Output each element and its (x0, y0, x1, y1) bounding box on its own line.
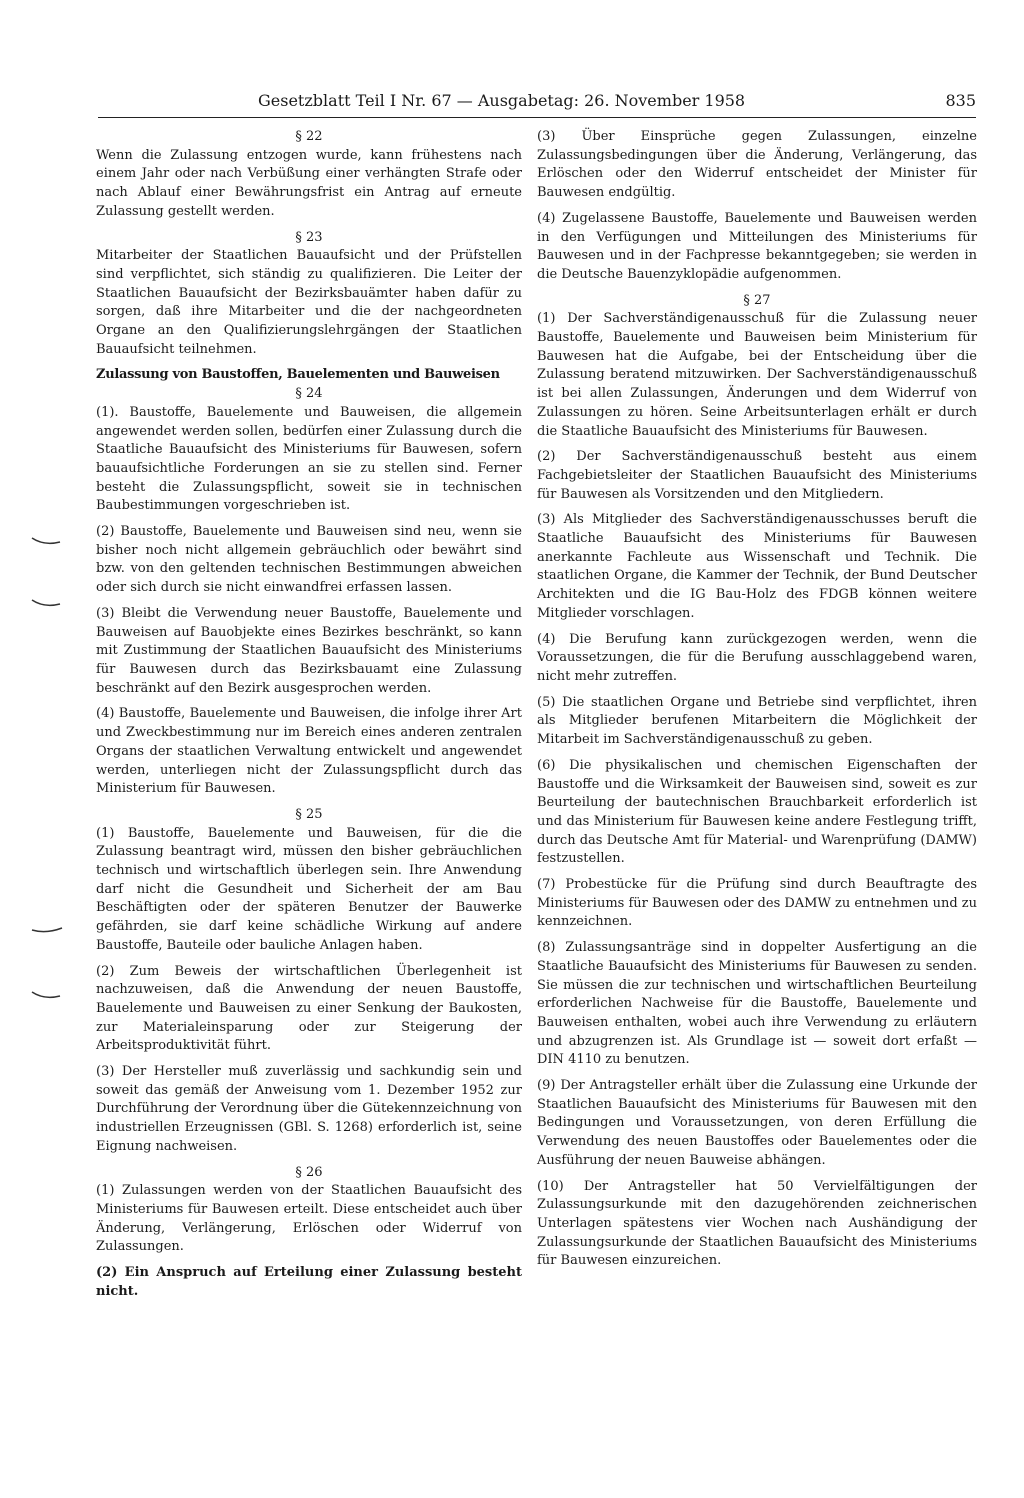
margin-mark-2 (30, 596, 64, 610)
paragraph-25-1: (1) Baustoffe, Bauelemente und Bauweisen, für die die Zulassung beantragt wird, müssen den bisher gebräuchlichen technisch und wirtschaftlich überlegen sein. Ihre Anwendung darf nicht die Gesundheit und Sicherheit der am Bau Beschäftigten oder der späteren Benutzer der Bauwerke gefährden, sie darf keine schädliche Wirkung auf andere Baustoffe, Bauteile oder bauliche Anlagen haben. (96, 825, 522, 953)
paragraph-22: Wenn die Zulassung entzogen wurde, kann frühestens nach einem Jahr oder nach Verbüßung einer verhängten Strafe oder nach Ablauf einer Bewährungsfrist ein Antrag auf erneute Zulassung gestellt werden. (96, 147, 522, 219)
section-heading-22: § 22 (295, 129, 323, 144)
margin-mark-3 (30, 924, 64, 938)
paragraph-26-4: (4) Zugelassene Baustoffe, Bauelemente und Bauweisen werden in den Verfügungen und Mitteilungen des Ministeriums für Bauwesen und in der Fachpresse bekanntgegeben; sie werden in die Deutsche Bauenzyklopädie aufgenommen. (537, 210, 977, 282)
paragraph-25-3: (3) Der Hersteller muß zuverlässig und sachkundig sein und soweit das gemäß der Anweisung vom 1. Dezember 1952 zur Durchführung der Verordnung über die Gütekennzeichnung von industriellen Erzeugnissen (GBl. S. 1268) erforderlich ist, seine Eignung nachweisen. (96, 1064, 522, 1154)
paragraph-24-3: (3) Bleibt die Verwendung neuer Baustoffe, Bauelemente und Bauweisen auf Bauobjekte eines Bezirkes beschränkt, so kann mit Zustimmung der Staatlichen Bauaufsicht des Ministeriums für Bauwesen durch das Bezirksbauamt eine Zulassung beschränkt auf den Bezirk ausgesprochen werden. (96, 605, 522, 696)
paragraph-25-2: (2) Zum Beweis der wirtschaftlichen Überlegenheit ist nachzuweisen, daß die Anwendung der neuen Baustoffe, Bauelemente und Bauweisen zu einer Senkung der Baukosten, zur Materialeinsparung oder zur Steigerung der Arbeitsproduktivität führt. (96, 963, 522, 1054)
paragraph-26-2: (2) Ein Anspruch auf Erteilung einer Zulassung besteht nicht. (96, 1265, 522, 1299)
paragraph-27-8: (8) Zulassungsanträge sind in doppelter Ausfertigung an die Staatliche Bauaufsicht des Ministeriums für Bauwesen zu senden. Sie müssen die zur technischen und wirtschaftlichen Beurteilung erforderlichen Nachweise für die Baustoffe, Bauelemente und Bauweisen enthalten, wobei auch ihre Verwendung zu erläutern und abzugrenzen ist. Als Grundlage ist — soweit dort erfaßt — DIN 4110 zu benutzen. (537, 940, 977, 1068)
margin-mark-1 (30, 534, 64, 548)
paragraph-27-6: (6) Die physikalischen und chemischen Eigenschaften der Baustoffe und die Wirksamkeit der Bauweisen sind, soweit es zur Beurteilung der bautechnischen Brauchbarkeit erforderlich ist und das Ministerium für Bauwesen keine andere Festlegung trifft, durch das Deutsche Amt für Material- und Warenprüfung (DAMW) festzustellen. (537, 757, 977, 867)
section-heading-23: § 23 (295, 229, 323, 245)
paragraph-27-7: (7) Probestücke für die Prüfung sind durch Beauftragte des Ministeriums für Bauwesen oder des DAMW zu entnehmen und zu kennzeichnen. (537, 877, 978, 930)
section-heading-27: § 27 (743, 292, 771, 308)
paragraph-24-4: (4) Baustoffe, Bauelemente und Bauweisen, die infolge ihrer Art und Zweckbestimmung nur im Bereich eines anderen zentralen Organs der staatlichen Verwaltung entwickelt und angewendet werden, unterliegen nicht der Zulassungspflicht durch das Ministerium für Bauwesen. (96, 706, 522, 797)
paragraph-27-10: (10) Der Antragsteller hat 50 Vervielfältigungen der Zulassungsurkunde mit den dazugehörenden zeichnerischen Unterlagen spätestens vier Wochen nach Aushändigung der Zulassungsurkunde der Staatlichen Bauaufsicht des Ministeriums für Bauwesen einzureichen. (537, 1178, 977, 1269)
section-heading-25: § 25 (295, 806, 323, 822)
paragraph-26-3: (3) Über Einsprüche gegen Zulassungen, einzelne Zulassungsbedingungen über die Änderung, Verlängerung, das Erlöschen oder den Widerruf entscheidet der Minister für Bauwesen endgültig. (537, 129, 977, 201)
paragraph-23: Mitarbeiter der Staatlichen Bauaufsicht und der Prüfstellen sind verpflichtet, sich ständig zu qualifizieren. Die Leiter der Staatlichen Bauaufsicht der Bezirksbauämter haben dafür zu sorgen, daß ihre Mitarbeiter und die der nachgeordneten Organe an den Qualifizierungslehrgängen der Staatlichen Bauaufsicht teilnehmen. (96, 248, 522, 357)
paragraph-24-1: (1). Baustoffe, Bauelemente und Bauweisen, die allgemein angewendet werden sollen, bedürfen einer Zulassung durch die Staatliche Bauaufsicht des Ministeriums für Bauwesen, sofern bauaufsichtliche Forderungen an sie zu stellen sind. Ferner besteht die Zulassungspflicht, soweit sie in technischen Baubestimmungen vorgeschrieben ist. (96, 404, 522, 514)
section-title-zulassung: Zulassung von Baustoffen, Bauelementen und Bauweisen (96, 367, 500, 383)
page-header (258, 88, 976, 114)
header-rule (98, 117, 976, 118)
left-column (96, 128, 522, 1308)
paragraph-27-3: (3) Als Mitglieder des Sachverständigenausschusses beruft die Staatliche Bauaufsicht des Ministeriums für Bauwesen anerkannte Fachleute aus Wissenschaft und Technik. Die staatlichen Organe, die Kammer der Technik, der Bund Deutscher Architekten und die IG Bau-Holz des FDGB können weitere Mitglieder vorschlagen. (537, 512, 977, 621)
paragraph-27-4: (4) Die Berufung kann zurückgezogen werden, wenn die Voraussetzungen, die für die Berufung ausschlaggebend waren, nicht mehr zutreffen. (537, 631, 977, 684)
paragraph-27-2: (2) Der Sachverständigenausschuß besteht aus einem Fachgebietsleiter der Staatlichen Bauaufsicht des Ministeriums für Bauwesen als Vorsitzenden und den Mitgliedern. (537, 449, 977, 502)
paragraph-27-9: (9) Der Antragsteller erhält über die Zulassung eine Urkunde der Staatlichen Bauaufsicht des Ministeriums für Bauwesen mit den Bedingungen und Voraussetzungen, von deren Erfüllung die Verwendung des neuen Baustoffes oder Bauelementes oder die Ausführung der neuen Bauweise abhängen. (537, 1078, 977, 1168)
paragraph-27-1: (1) Der Sachverständigenausschuß für die Zulassung neuer Baustoffe, Bauelemente und Bauweisen beim Ministerium für Bauwesen hat die Aufgabe, bei der Entscheidung über die Zulassung beratend mitzuwirken. Der Sachverständigenausschuß ist bei allen Zulassungen, Änderungen und dem Widerruf von Zulassungen zu hören. Seine Arbeitsunterlagen erhält er durch die Staatliche Bauaufsicht des Ministeriums für Bauwesen. (537, 311, 977, 439)
gazette-title: Gesetzblatt Teil I Nr. 67 — Ausgabetag: 26. November 1958 (258, 91, 746, 110)
page-number: 835 (945, 91, 976, 110)
section-heading-26: § 26 (295, 1164, 323, 1180)
section-heading-24: § 24 (295, 386, 323, 402)
paragraph-27-5: (5) Die staatlichen Organe und Betriebe sind verpflichtet, ihren als Mitglieder berufenen Mitarbeitern die Möglichkeit der Mitarbeit im Sachverständigenausschuß zu geben. (537, 694, 977, 748)
right-column (537, 128, 977, 1278)
paragraph-24-2: (2) Baustoffe, Bauelemente und Bauweisen sind neu, wenn sie bisher noch nicht allgemein gebräuchlich oder bewährt sind bzw. von den geltenden technischen Bestimmungen abweichen oder sich durch sie nicht einwandfrei erfassen lassen. (96, 524, 522, 596)
margin-mark-4 (30, 988, 64, 1002)
paragraph-26-1: (1) Zulassungen werden von der Staatlichen Bauaufsicht des Ministeriums für Bauwesen erteilt. Diese entscheidet auch über Änderung, Verlängerung, Erlöschen oder Widerruf von Zulassungen. (96, 1183, 522, 1255)
